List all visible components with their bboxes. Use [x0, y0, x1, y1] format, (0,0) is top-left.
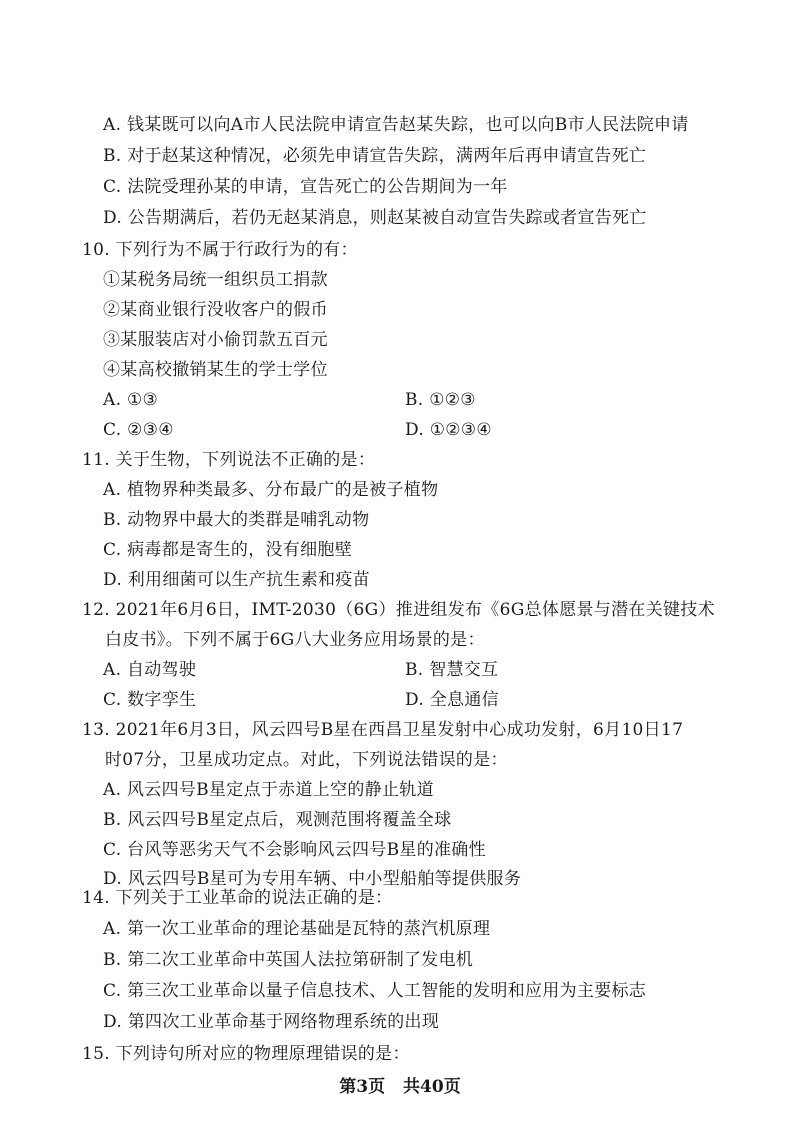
q11-option-a: A. 植物界种类最多、分布最广的是被子植物: [103, 480, 439, 500]
q10-option-d: D. ①②③④: [405, 420, 492, 440]
q10-option-a: A. ①③: [103, 390, 159, 410]
q10-stem: 10. 下列行为不属于行政行为的有：: [82, 240, 358, 260]
q12-option-a: A. 自动驾驶: [103, 660, 197, 680]
q14-option-d: D. 第四次工业革命基于网络物理系统的出现: [103, 1012, 440, 1032]
q14-option-c: C. 第三次工业革命以量子信息技术、人工智能的发明和应用为主要标志: [103, 981, 647, 1001]
q14-stem: 14. 下列关于工业革命的说法正确的是：: [82, 888, 393, 908]
q10-option-c: C. ②③④: [103, 420, 174, 440]
q13-option-d: D. 风云四号B星可为专用车辆、中小型船舶等提供服务: [103, 869, 522, 889]
q12-option-b: B. 智慧交互: [405, 660, 499, 680]
q9-option-a: A. 钱某既可以向A市人民法院申请宣告赵某失踪，也可以向B市人民法院申请: [103, 115, 689, 135]
q9-option-d: D. 公告期满后，若仍无赵某消息，则赵某被自动宣告失踪或者宣告死亡: [103, 208, 647, 228]
q12-stem-line1: 12. 2021年6月6日，IMT-2030（6G）推进组发布《6G总体愿景与潜在关键技术: [82, 600, 715, 620]
q13-stem-line2: 时07分，卫星成功定点。对此，下列说法错误的是：: [105, 750, 508, 770]
q10-option-b: B. ①②③: [405, 390, 476, 410]
q11-stem: 11. 关于生物，下列说法不正确的是：: [82, 450, 376, 470]
q14-option-a: A. 第一次工业革命的理论基础是瓦特的蒸汽机原理: [103, 919, 491, 939]
q13-option-b: B. 风云四号B星定点后，观测范围将覆盖全球: [103, 810, 452, 830]
q13-option-a: A. 风云四号B星定点于赤道上空的静止轨道: [103, 780, 434, 800]
q11-option-b: B. 动物界中最大的类群是哺乳动物: [103, 510, 370, 530]
q14-option-b: B. 第二次工业革命中英国人法拉第研制了发电机: [103, 950, 474, 970]
q9-option-c: C. 法院受理孙某的申请，宣告死亡的公告期间为一年: [103, 177, 508, 197]
q12-option-c: C. 数字孪生: [103, 690, 197, 710]
q10-item-4: ④某高校撤销某生的学士学位: [103, 360, 328, 380]
q11-option-d: D. 利用细菌可以生产抗生素和疫苗: [103, 570, 370, 590]
q13-stem-line1: 13. 2021年6月3日，风云四号B星在西昌卫星发射中心成功发射，6月10日17: [82, 720, 684, 740]
q10-item-2: ②某商业银行没收客户的假币: [103, 300, 328, 320]
q11-option-c: C. 病毒都是寄生的，没有细胞壁: [103, 540, 353, 560]
q15-stem: 15. 下列诗句所对应的物理原理错误的是：: [82, 1044, 410, 1064]
q12-stem-line2: 白皮书》。下列不属于6G八大业务应用场景的是：: [105, 630, 485, 650]
q13-option-c: C. 台风等恶劣天气不会影响风云四号B星的准确性: [103, 840, 486, 860]
total-pages: 共40页: [403, 1077, 461, 1097]
q12-option-d: D. 全息通信: [405, 690, 499, 710]
q9-option-b: B. 对于赵某这种情况，必须先申请宣告失踪，满两年后再申请宣告死亡: [103, 146, 647, 166]
q10-item-1: ①某税务局统一组织员工捐款: [103, 270, 328, 290]
page-footer: [0, 1077, 800, 1097]
page-number: 第3页: [339, 1077, 386, 1097]
q10-item-3: ③某服装店对小偷罚款五百元: [103, 330, 328, 350]
